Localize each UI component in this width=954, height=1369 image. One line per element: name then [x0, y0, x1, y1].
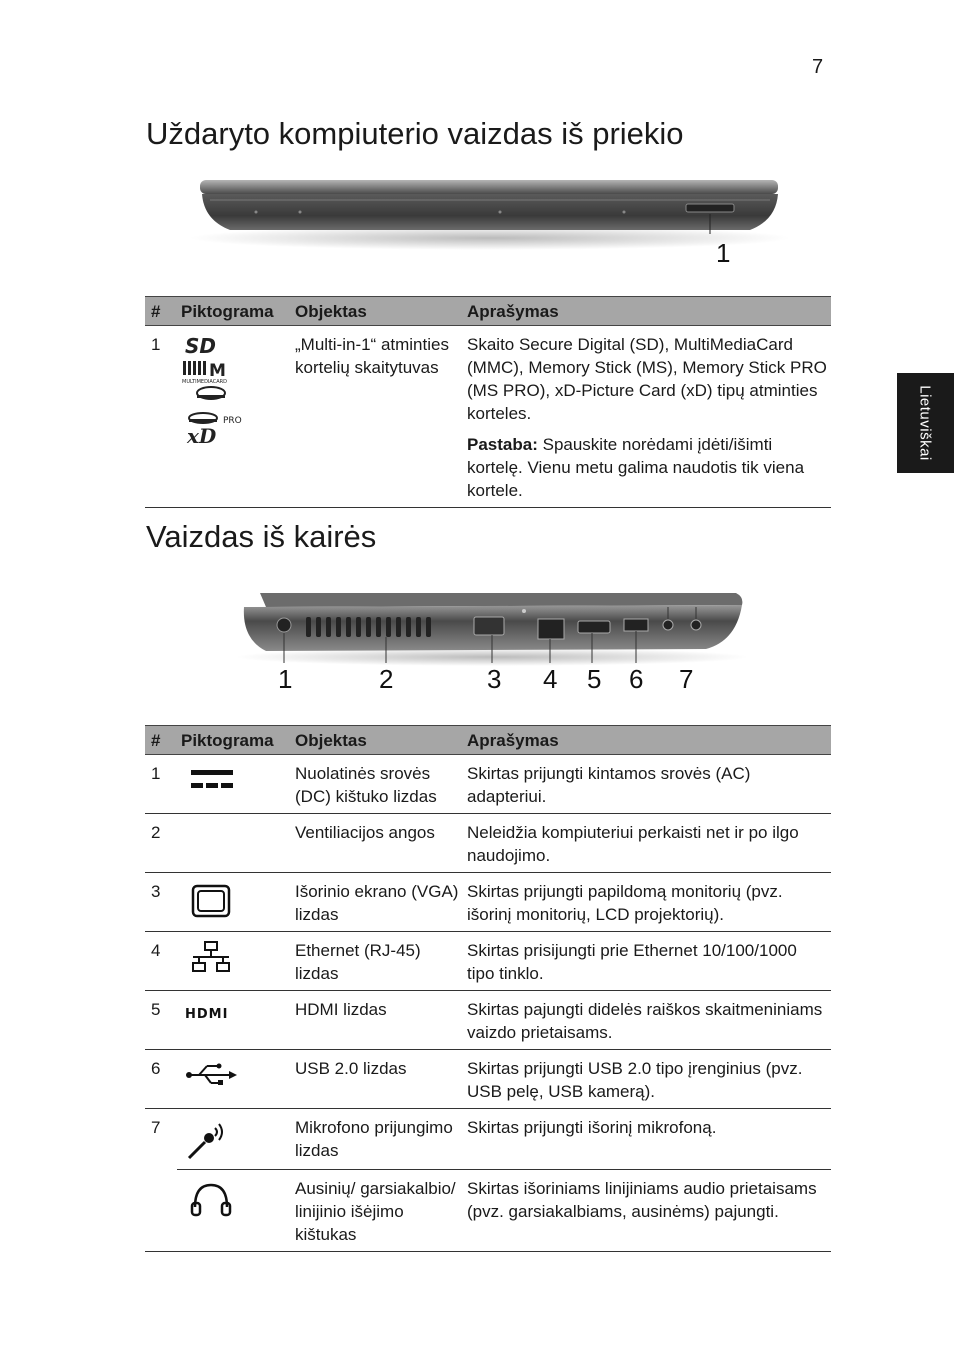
left-callout-1: 1 — [278, 664, 293, 694]
row-num: 4 — [145, 932, 177, 991]
row-object: Išorinio ekrano (VGA) lizdas — [291, 873, 463, 932]
row-object: HDMI lizdas — [291, 991, 463, 1050]
table-row — [145, 1050, 831, 1109]
table-row — [145, 755, 831, 814]
row-description: Skirtas prijungti išorinį mikrofoną. — [463, 1109, 831, 1170]
left-spec-table — [145, 725, 831, 1252]
left-callout-5: 5 — [587, 664, 602, 694]
description-text: Skaito Secure Digital (SD), MultiMediaCard (MMC), Memory Stick (MS), Memory Stick PRO (MS PRO), xD-Picture Card (xD) tipų atminties korteles. — [467, 335, 827, 423]
section-title-left: Vaizdas iš kairės — [146, 519, 377, 554]
header-object: Objektas — [291, 297, 463, 326]
header-object: Objektas — [291, 726, 463, 755]
left-callout-2: 2 — [379, 664, 394, 694]
row-object: Ausinių/ garsiakalbio/ linijinio išėjimo kištukas — [291, 1170, 463, 1252]
dc-power-icon — [177, 755, 291, 814]
header-num: # — [145, 297, 177, 326]
row-description: Skirtas prijungti kintamos srovės (AC) adapteriui. — [463, 755, 831, 814]
svg-text:MULTIMEDIACARD: MULTIMEDIACARD — [182, 379, 227, 385]
front-spec-table — [145, 296, 831, 508]
table-row — [145, 932, 831, 991]
row-num: 6 — [145, 1050, 177, 1109]
language-tab — [897, 373, 954, 473]
table-header-row — [145, 726, 831, 755]
table-row — [145, 991, 831, 1050]
row-num: 3 — [145, 873, 177, 932]
row-description: Neleidžia kompiuteriui perkaisti net ir po ilgo naudojimo. — [463, 814, 831, 873]
laptop-front-illustration — [190, 172, 790, 252]
svg-text:xD: xD — [187, 424, 217, 445]
note-text: Spauskite norėdami įdėti/išimti kortelę. Vienu metu galima naudotis tik viena kortele. — [467, 435, 805, 500]
svg-text:HDMI: HDMI — [185, 1007, 229, 1022]
table-row — [145, 873, 831, 932]
headphones-icon — [177, 1170, 291, 1252]
left-callout-3: 3 — [487, 664, 502, 694]
row-description — [463, 326, 831, 508]
row-description: Skirtas prisijungti prie Ethernet 10/100/1000 tipo tinklo. — [463, 932, 831, 991]
ethernet-icon — [177, 932, 291, 991]
table-row — [145, 1109, 831, 1170]
header-icon: Piktograma — [177, 726, 291, 755]
row-icon-empty — [177, 814, 291, 873]
table-header-row — [145, 297, 831, 326]
row-description: Skirtas prijungti papildomą monitorių (pvz. išorinį monitorių, LCD projektorių). — [463, 873, 831, 932]
row-num: 1 — [145, 755, 177, 814]
row-num — [145, 1170, 177, 1252]
front-callout-1: 1 — [716, 238, 731, 268]
header-description: Aprašymas — [463, 726, 831, 755]
table-row — [145, 326, 831, 508]
page-number: 7 — [812, 56, 824, 78]
left-callout-4: 4 — [543, 664, 558, 694]
svg-text:SD: SD — [185, 334, 217, 358]
row-object: „Multi-in-1“ atminties kortelių skaitytuvas — [291, 326, 463, 508]
row-object: Ethernet (RJ-45) lizdas — [291, 932, 463, 991]
left-callout-6: 6 — [629, 664, 644, 694]
row-object: USB 2.0 lizdas — [291, 1050, 463, 1109]
language-tab-label: Lietuviškai — [916, 385, 934, 461]
row-num: 2 — [145, 814, 177, 873]
vga-icon — [177, 873, 291, 932]
row-description: Skirtas išoriniams linijiniams audio prietaisams (pvz. garsiakalbiams, ausinėms) pajungti. — [463, 1170, 831, 1252]
row-object: Mikrofono prijungimo lizdas — [291, 1109, 463, 1170]
usb-icon — [177, 1050, 291, 1109]
table-row — [145, 1170, 831, 1252]
row-num: 5 — [145, 991, 177, 1050]
row-description: Skirtas prijungti USB 2.0 tipo įrenginius (pvz. USB pelę, USB kamerą). — [463, 1050, 831, 1109]
row-object: Ventiliacijos angos — [291, 814, 463, 873]
row-num: 1 — [145, 326, 177, 508]
section-title-front: Uždaryto kompiuterio vaizdas iš priekio — [146, 116, 684, 151]
header-description: Aprašymas — [463, 297, 831, 326]
row-description: Skirtas pajungti didelės raiškos skaitmeniniams vaizdo prietaisams. — [463, 991, 831, 1050]
header-icon: Piktograma — [177, 297, 291, 326]
laptop-left-illustration — [236, 585, 748, 667]
row-num: 7 — [151, 1118, 161, 1137]
microphone-icon — [177, 1109, 291, 1170]
note — [467, 433, 827, 502]
memory-card-logos-icon — [177, 326, 291, 508]
note-label: Pastaba: — [467, 435, 538, 454]
svg-text:M: M — [209, 361, 226, 381]
left-callout-7: 7 — [679, 664, 694, 694]
svg-text:PRO: PRO — [223, 416, 242, 426]
row-object: Nuolatinės srovės (DC) kištuko lizdas — [291, 755, 463, 814]
header-num: # — [145, 726, 177, 755]
hdmi-icon — [177, 991, 291, 1050]
table-row — [145, 814, 831, 873]
